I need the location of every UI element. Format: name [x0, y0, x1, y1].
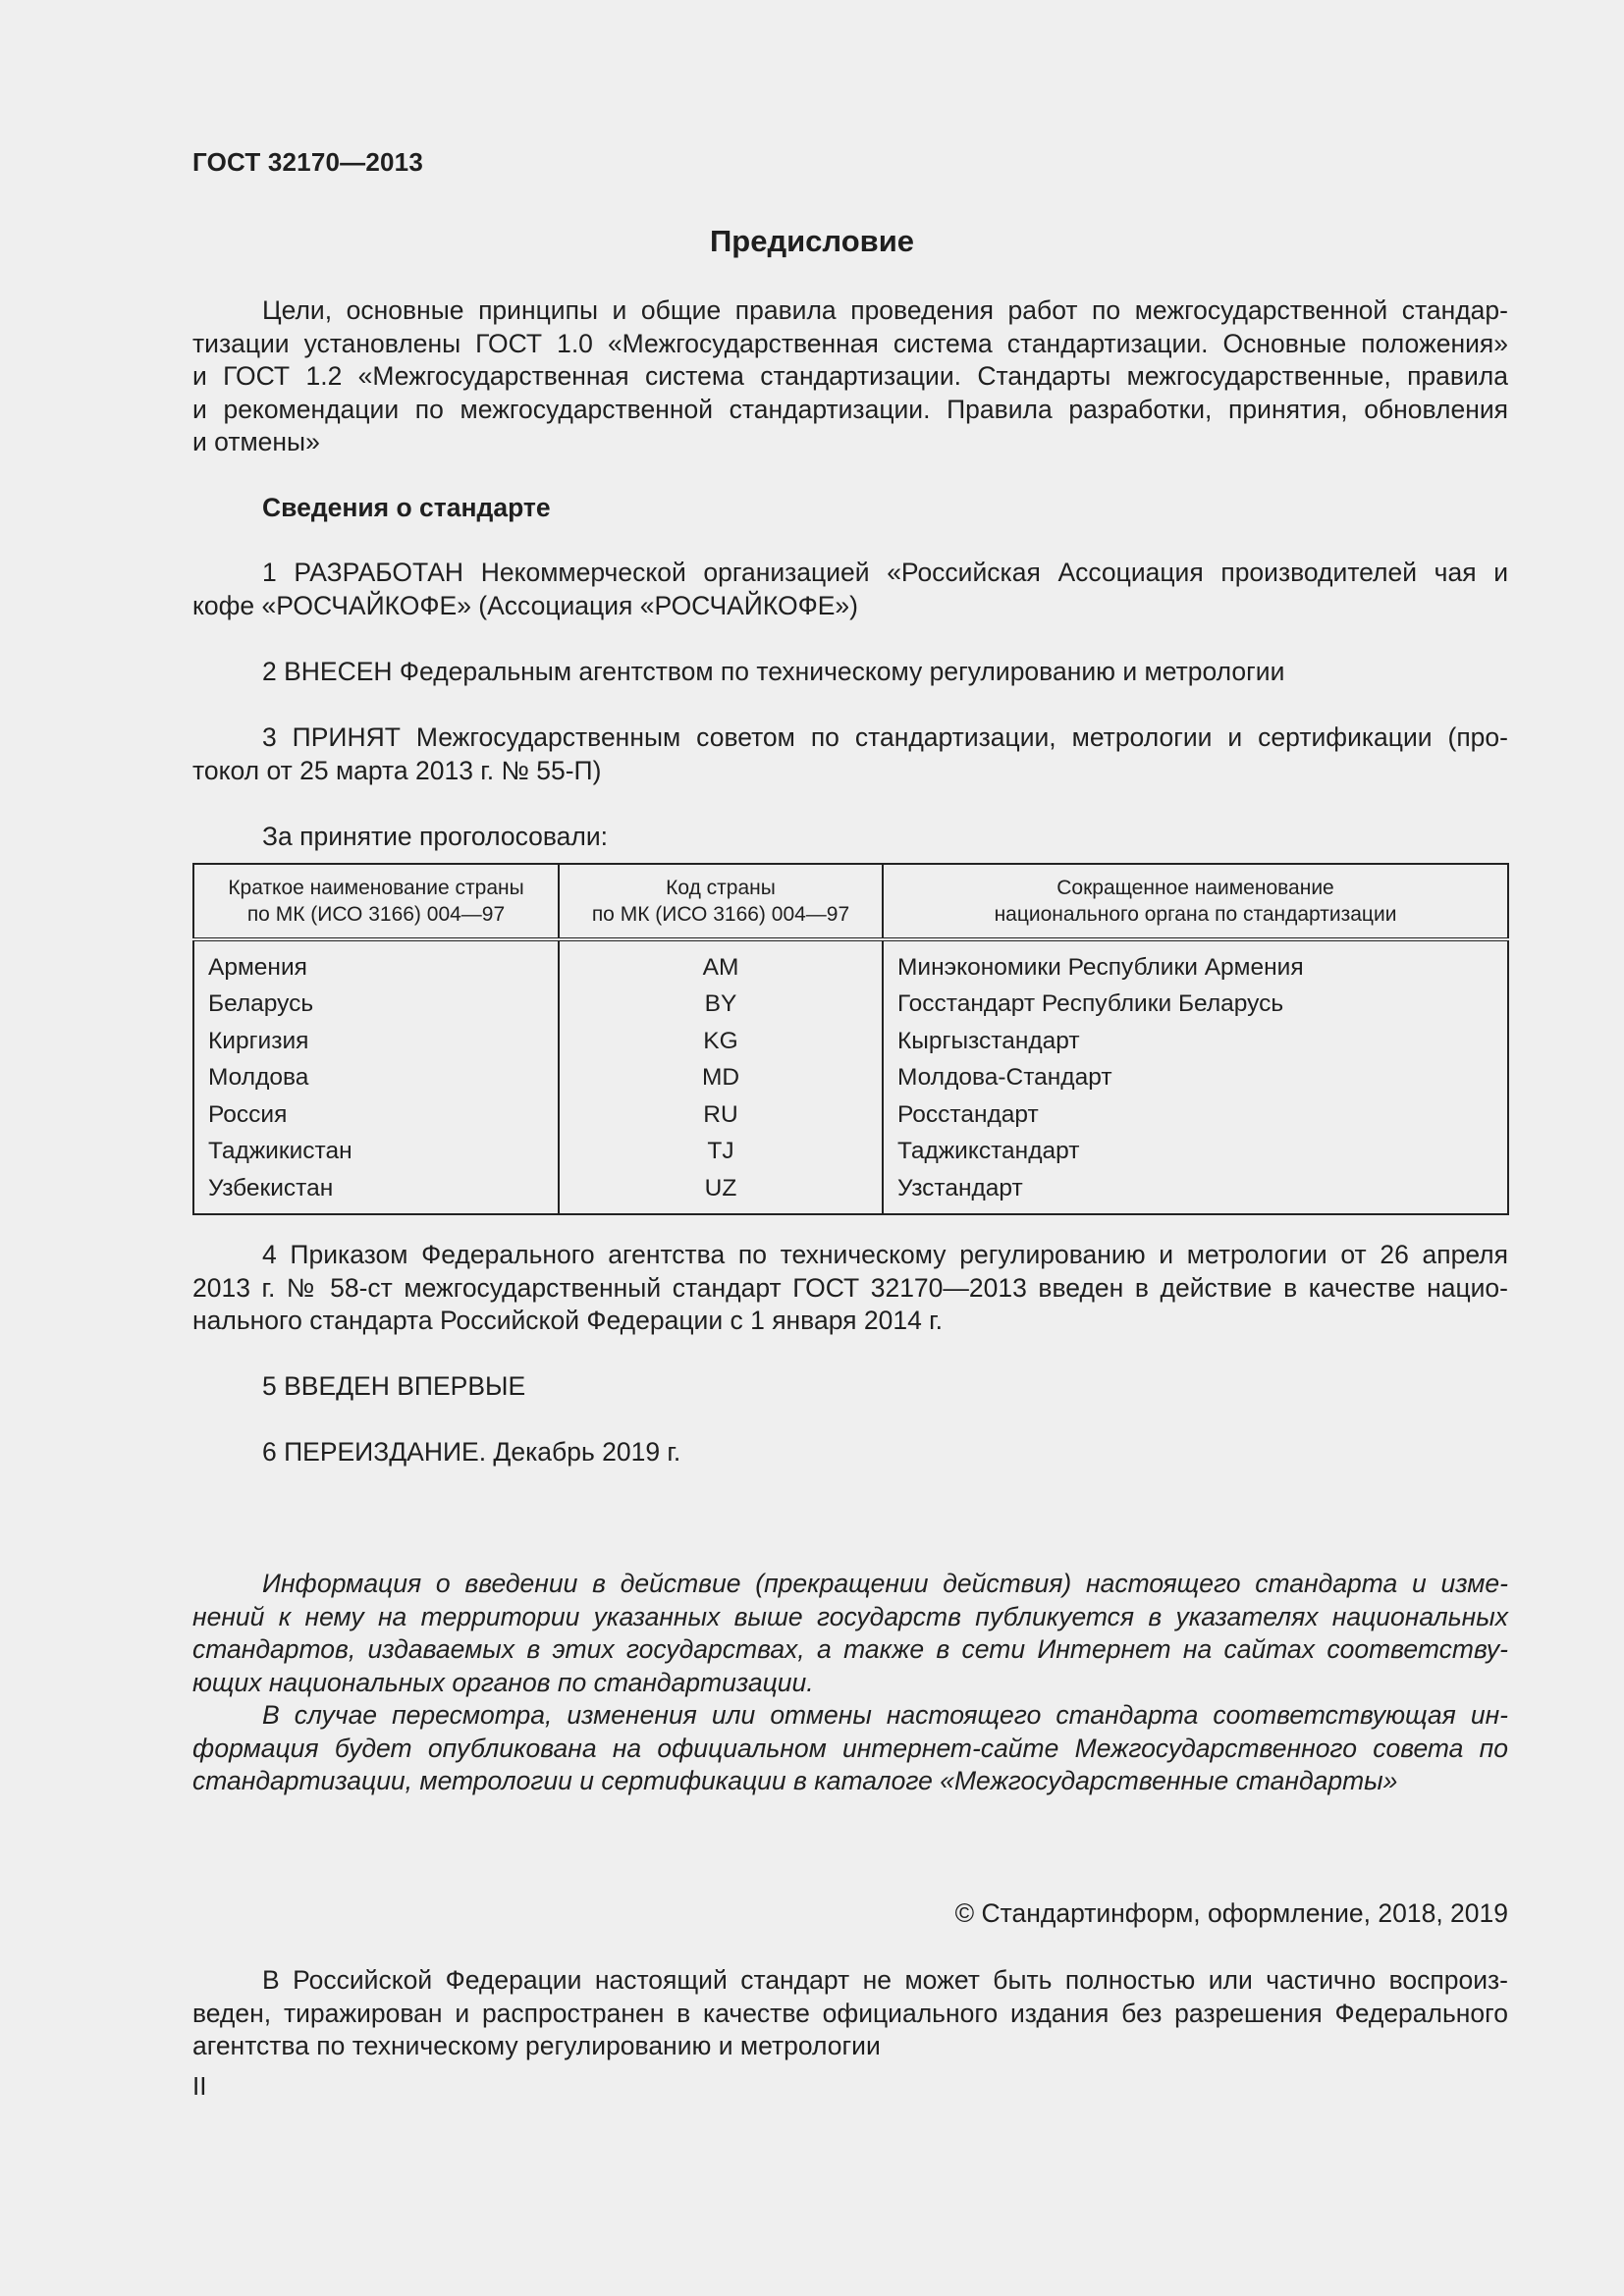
intro-paragraph	[192, 294, 1508, 459]
country-code: KG	[559, 1023, 883, 1060]
item-2: 2 ВНЕСЕН Федеральным агентством по техническому регулированию и метрологии	[262, 657, 1285, 686]
country-name: Россия	[193, 1096, 559, 1134]
country-name: Молдова	[193, 1060, 559, 1097]
info-paragraph-1	[192, 1568, 1508, 1699]
country-name: Киргизия	[193, 1023, 559, 1060]
item-1-line: кофе «РОСЧАЙКОФЕ» (Ассоциация «РОСЧАЙКОФЕ»)	[192, 590, 858, 620]
header-standards-body: Сокращенное наименование национального органа по стандартизации	[883, 864, 1508, 939]
standards-body: Кыргызстандарт	[883, 1023, 1508, 1060]
item-1-line: 1 РАЗРАБОТАН Некоммерческой организацией «Российская Ассоциация производителей чая и	[262, 558, 1508, 587]
table-row	[193, 1134, 1508, 1171]
item-3	[192, 721, 1508, 787]
country-name: Узбекистан	[193, 1170, 559, 1214]
header-country-code: Код страны по МК (ИСО 3166) 004—97	[559, 864, 883, 939]
standards-body: Таджикстандарт	[883, 1134, 1508, 1171]
intro-line: и отмены»	[192, 427, 320, 456]
info-line: стандартизации, метрологии и сертификации в каталоге «Межгосударственные стандарты»	[192, 1766, 1398, 1795]
section-heading: Сведения о стандарте	[262, 493, 551, 522]
legal-line: агентства по техническому регулированию и метрологии	[192, 2031, 881, 2060]
item-3-line: токол от 25 марта 2013 г. № 55-П)	[192, 755, 602, 785]
info-line: стандартов, издаваемых в этих государствах, а также в сети Интернет на сайтах соответству-	[192, 1634, 1508, 1664]
table-row	[193, 1060, 1508, 1097]
item-4	[192, 1239, 1508, 1338]
standards-body: Молдова-Стандарт	[883, 1060, 1508, 1097]
standards-body: Минэкономики Республики Армения	[883, 939, 1508, 987]
country-name: Таджикистан	[193, 1134, 559, 1171]
item-1	[192, 557, 1508, 622]
standards-body: Узстандарт	[883, 1170, 1508, 1214]
page-title: Предисловие	[709, 224, 914, 258]
legal-paragraph	[192, 1964, 1508, 2063]
intro-line: тизации установлены ГОСТ 1.0 «Межгосударственная система стандартизации. Основные положения»	[192, 328, 1508, 358]
intro-line: и рекомендации по межгосударственной стандартизации. Правила разработки, принятия, обновления	[192, 394, 1508, 424]
table-row	[193, 987, 1508, 1024]
voted-label: За принятие проголосовали:	[262, 822, 609, 851]
header-country-name: Краткое наименование страны по МК (ИСО 3166) 004—97	[193, 864, 559, 939]
info-line: формация будет опубликована на официальном интернет-сайте Межгосударственного совета по	[192, 1733, 1508, 1763]
country-name: Беларусь	[193, 987, 559, 1024]
country-name: Армения	[193, 939, 559, 987]
country-code: AM	[559, 939, 883, 987]
item-4-line: 2013 г. № 58-ст межгосударственный стандарт ГОСТ 32170—2013 введен в действие в качестве нацио-	[192, 1272, 1508, 1303]
table-row	[193, 939, 1508, 987]
member-countries-table	[192, 863, 1509, 1215]
info-line: нений к нему на территории указанных выше государств публикуется в указателях национальных	[192, 1601, 1508, 1631]
country-code: BY	[559, 987, 883, 1024]
item-4-line: нального стандарта Российской Федерации с 1 января 2014 г.	[192, 1306, 943, 1335]
country-code: MD	[559, 1060, 883, 1097]
item-5: 5 ВВЕДЕН ВПЕРВЫЕ	[262, 1371, 526, 1401]
info-line: В случае пересмотра, изменения или отмены настоящего стандарта соответствующая ин-	[262, 1700, 1508, 1730]
country-code: RU	[559, 1096, 883, 1134]
standards-body: Госстандарт Республики Беларусь	[883, 987, 1508, 1024]
item-3-line: 3 ПРИНЯТ Межгосударственным советом по стандартизации, метрологии и сертификации (про-	[262, 722, 1508, 752]
item-4-line: 4 Приказом Федерального агентства по техническому регулированию и метрологии от 26 апреля	[262, 1240, 1508, 1269]
table-row	[193, 1170, 1508, 1214]
intro-line: и ГОСТ 1.2 «Межгосударственная система стандартизации. Стандарты межгосударственные, правила	[192, 361, 1508, 391]
page-number: II	[192, 2071, 207, 2101]
table-row	[193, 1096, 1508, 1134]
country-code: TJ	[559, 1134, 883, 1171]
info-line: ющих национальных органов по стандартизации.	[192, 1667, 814, 1697]
document-code: ГОСТ 32170—2013	[192, 147, 423, 177]
legal-line: В Российской Федерации настоящий стандарт не может быть полностью или частично воспроиз-	[262, 1965, 1508, 1995]
standards-body: Росстандарт	[883, 1096, 1508, 1134]
legal-line: веден, тиражирован и распространен в качестве официального издания без разрешения Федерального	[192, 1998, 1508, 2028]
table-row	[193, 1023, 1508, 1060]
intro-line: Цели, основные принципы и общие правила проведения работ по межгосударственной стандар-	[262, 295, 1508, 325]
table-header-row	[193, 864, 1508, 939]
info-paragraph-2	[192, 1699, 1508, 1798]
info-line: Информация о введении в действие (прекращении действия) настоящего стандарта и изме-	[262, 1569, 1508, 1598]
copyright-notice: © Стандартинформ, оформление, 2018, 2019	[954, 1898, 1508, 1928]
country-code: UZ	[559, 1170, 883, 1214]
item-6: 6 ПЕРЕИЗДАНИЕ. Декабрь 2019 г.	[262, 1437, 681, 1467]
